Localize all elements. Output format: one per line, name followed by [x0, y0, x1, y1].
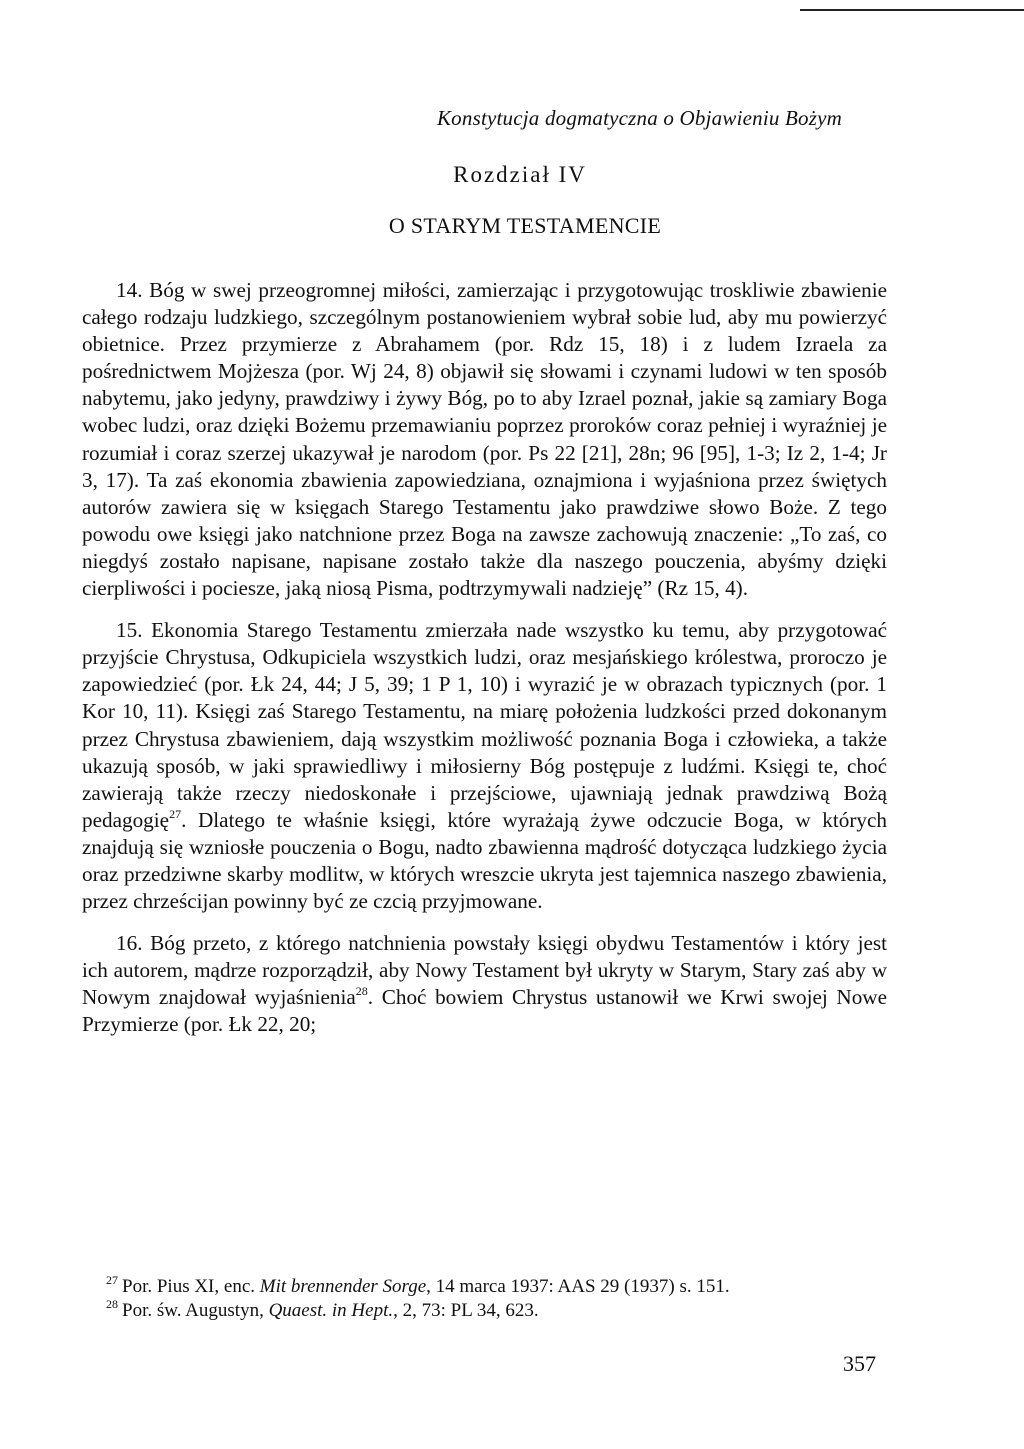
footnote-number: 28 — [106, 1297, 118, 1311]
footnote-text: Por. Pius XI, enc. — [122, 1276, 260, 1297]
paragraph-15 — [82, 617, 887, 915]
paragraph-number: 16. — [116, 931, 143, 956]
footnote-ref-28[interactable]: 28 — [355, 984, 368, 999]
footnote-text-end: , 14 marca 1937: AAS 29 (1937) s. 151. — [426, 1276, 730, 1297]
paragraph-text-continued: . Dlatego te właśnie księgi, które wyrażają żywe odczucie Boga, w których znajdują się wzniosłe pouczenia o Bogu, nadto zbawienna mądrość dotycząca ludzkiego życia oraz przedziwne skarby modlitw, w których wreszcie ukryta jest tajemnica naszego zbawienia, przez chrześcijan powinny być ze czcią przyjmowane. — [82, 807, 887, 914]
page-number: 357 — [843, 1351, 876, 1376]
paragraph-number: 15. — [116, 618, 143, 643]
scan-edge-line — [800, 9, 1024, 11]
footnote-27 — [106, 1275, 866, 1299]
running-head: Konstytucja dogmatyczna o Objawieniu Bożym — [436, 106, 842, 130]
footnote-28 — [106, 1299, 866, 1323]
paragraph-14 — [82, 277, 887, 602]
paragraph-text: Bóg przeto, z którego natchnienia powstały księgi obydwu Testamentów i który jest ich autorem, mądrze rozporządził, aby Nowy Testament był ukryty w Starym, Stary zaś aby w Nowym znajdował wyjaśnienia — [82, 931, 887, 1010]
paragraph-16 — [82, 930, 887, 1038]
footnote-title: Mit brennender Sorge — [259, 1276, 427, 1297]
footnote-text: Por. św. Augustyn, — [122, 1300, 269, 1321]
body-text — [82, 277, 887, 1054]
paragraph-number: 14. — [116, 278, 143, 302]
paragraph-text: Ekonomia Starego Testamentu zmierzała nade wszystko ku temu, aby przygotować przyjście Chrystusa, Odkupiciela wszystkich ludzi, oraz mesjańskiego królestwa, proroczo je zapowiedzieć (por. Łk 24, 44; J 5, 39; 1 P 1, 10) i wyrazić je w obrazach typicznych (por. 1 Kor 10, 11). Księgi zaś Starego Testamentu, na miarę położenia ludzkości przed dokonanym przez Chrystusa zbawieniem, dają wszystkim możliwość poznania Boga i człowieka, a także ukazują sposób, w jaki sprawiedliwy i miłosierny Bóg postępuje z ludźmi. Księgi te, choć zawierają także rzeczy niedoskonałe i przejściowe, ujawniają jednak prawdziwą Bożą pedagogię — [82, 618, 888, 832]
chapter-title: O STARYM TESTAMENCIE — [388, 213, 662, 238]
footnote-number: 27 — [106, 1273, 118, 1287]
chapter-label: Rozdział IV — [453, 162, 587, 187]
footnotes — [106, 1275, 866, 1323]
footnote-text-end: , 2, 73: PL 34, 623. — [393, 1300, 539, 1321]
paragraph-text-continued: . Choć bowiem Chrystus ustanowił we Krwi swojej Nowe Przymierze (por. Łk 22, 20; — [82, 985, 887, 1037]
footnote-ref-27[interactable]: 27 — [169, 806, 182, 821]
paragraph-text: Bóg w swej przeogromnej miłości, zamierzając i przygotowując troskliwie zbawienie całego rodzaju ludzkiego, szczególnym postanowieniem wybrał sobie lud, aby mu powierzyć obietnice. Przez przymierze z Abrahamem (por. Rdz 15, 18) i z ludem Izraela za pośrednictwem Mojżesza (por. Wj 24, 8) objawił się słowami i czynami ludowi w ten sposób nabytemu, jako jedyny, prawdziwy i żywy Bóg, po to aby Izrael poznał, jakie są zamiary Boga wobec ludzi, oraz dzięki Bożemu przemawianiu poprzez proroków coraz pełniej i wyraźniej je rozumiał i coraz szerzej ukazywał je narodom (por. Ps 22 [21], 28n; 96 [95], 1-3; Iz 2, 1-4; Jr 3, 17). Ta zaś ekonomia zbawienia zapowiedziana, oznajmiona i wyjaśniona przez świętych autorów zawiera się w księgach Starego Testamentu jako prawdziwe słowo Boże. Z tego powodu owe księgi jako natchnione przez Boga na zawsze zachowują znaczenie: „To zaś, co niegdyś zostało napisane, napisane zostało także dla naszego pouczenia, abyśmy dzięki cierpliwości i pociesze, jaką niosą Pisma, podtrzymywali nadzieję” (Rz 15, 4). — [82, 278, 888, 601]
footnote-title: Quaest. in Hept. — [268, 1300, 394, 1321]
